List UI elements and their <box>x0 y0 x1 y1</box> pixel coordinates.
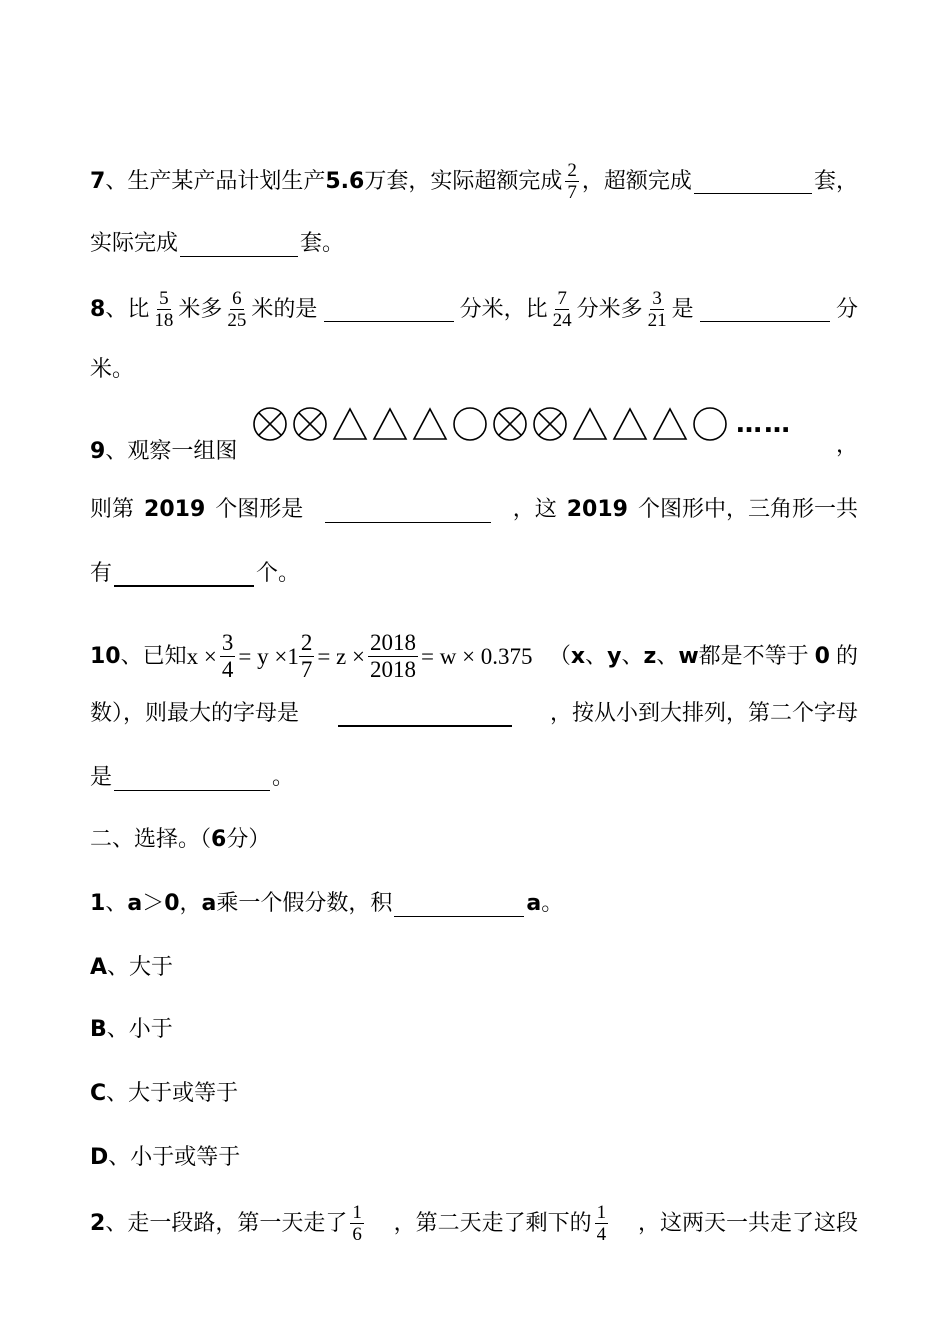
q9-line-2 <box>90 494 858 526</box>
q7-text-c: ，超额完成 <box>581 168 692 194</box>
q9-ellipsis: …… <box>736 409 792 439</box>
q10-sep-2: 、 <box>621 643 644 669</box>
q10-answer-blank-1[interactable] <box>338 701 512 727</box>
q10-math-4: = w × 0.375 <box>420 643 533 669</box>
choice-1-answer-blank[interactable] <box>394 892 524 917</box>
q8-fraction-3-denominator: 24 <box>552 310 572 331</box>
q7-answer-blank-1[interactable] <box>694 169 812 194</box>
q8-text-a: 、比 <box>105 296 150 322</box>
choice-2-text-b: ，第二天走了剩下的 <box>393 1210 592 1236</box>
choice-1-gt: ＞ <box>142 891 165 916</box>
q10-line-3 <box>90 762 858 794</box>
q10-math-2: = y ×1 <box>238 643 299 669</box>
q9-line2-b: 个图形是 <box>215 497 304 522</box>
q9-line3-b: 个。 <box>256 561 301 586</box>
q7-fraction <box>565 160 579 203</box>
choice-2-fraction-1-numerator: 1 <box>352 1202 362 1223</box>
q9-line-1 <box>90 433 858 468</box>
q7-number: 7 <box>90 168 106 194</box>
q9-answer-blank-2[interactable] <box>114 561 254 587</box>
q9-line2-a: 则第 <box>90 497 135 522</box>
q8-answer-blank-1[interactable] <box>324 297 454 322</box>
choice-1-var-a1: a <box>127 891 143 916</box>
option-b-letter: B <box>90 1017 107 1042</box>
q10-math-3: = z × <box>317 643 365 669</box>
q9-line2-c: ，这 <box>512 497 557 522</box>
option-d-text: 、小于或等于 <box>108 1145 241 1170</box>
choice-1-sep: 、 <box>105 891 128 916</box>
choice-1-option-c[interactable] <box>90 1078 858 1110</box>
q7-fraction-denominator: 7 <box>567 182 577 203</box>
q8-line-2 <box>90 354 858 386</box>
q7-text-a: 、生产某产品计划生产 <box>105 168 326 194</box>
choice-2-fraction-1-denominator: 6 <box>352 1224 362 1245</box>
choice-2-number: 2 <box>90 1210 106 1236</box>
choice-2-text-a: 、走一段路，第一天走了 <box>105 1210 348 1236</box>
q7-text-d: 套， <box>813 168 858 194</box>
q9-line-3 <box>90 558 858 590</box>
choice-1-question <box>90 888 858 920</box>
q10-line-1 <box>90 630 858 683</box>
q8-fraction-2-numerator: 6 <box>232 288 242 309</box>
q9-text-a: 、观察一组图 <box>105 439 238 464</box>
q8-line2-text: 米。 <box>90 357 135 382</box>
q10-fraction-2-denominator: 7 <box>300 657 313 682</box>
choice-1-var-a3: a <box>526 891 542 916</box>
q8-text-f: 是 <box>671 296 694 322</box>
q8-line-1 <box>90 288 858 331</box>
q10-sep-1: 、 <box>585 643 608 669</box>
q10-line3-a: 是 <box>90 765 113 790</box>
q10-var-y: y <box>607 643 622 669</box>
q8-fraction-2-denominator: 25 <box>227 310 247 331</box>
choice-1-comma: ， <box>179 891 202 916</box>
q10-fraction-2 <box>299 630 315 683</box>
q10-fraction-2-numerator: 2 <box>300 630 313 655</box>
q10-fraction-1-denominator: 4 <box>221 657 234 682</box>
q10-math-1: x × <box>186 643 217 669</box>
q7-answer-blank-2[interactable] <box>180 232 298 257</box>
q7-line-1 <box>90 160 858 203</box>
q7-text-b: 万套，实际超额完成 <box>364 168 563 194</box>
q10-text-a: 、已知 <box>120 643 187 669</box>
q10-answer-blank-2[interactable] <box>114 766 270 791</box>
q8-fraction-1-numerator: 5 <box>159 288 169 309</box>
q7-quantity: 5.6 <box>325 168 365 194</box>
q8-text-d: 分米，比 <box>459 296 548 322</box>
q10-line3-b: 。 <box>272 765 295 790</box>
q8-fraction-1 <box>152 288 175 331</box>
q9-line2-d: 个图形中，三角形一共 <box>637 497 858 522</box>
q10-paren-open: （ <box>548 643 571 669</box>
q8-fraction-1-denominator: 18 <box>154 310 174 331</box>
q10-fraction-3 <box>368 630 418 683</box>
choice-1-option-b[interactable] <box>90 1014 858 1046</box>
q10-line2-b: ，按从小到大排列，第二个字母 <box>549 701 858 726</box>
q9-comma: ， <box>835 433 858 458</box>
choice-2-fraction-1 <box>350 1202 364 1245</box>
choice-1-option-d[interactable] <box>90 1142 858 1174</box>
q10-text-c: 的 <box>835 643 858 669</box>
q8-number: 8 <box>90 296 106 322</box>
section-2-heading <box>90 824 858 856</box>
q8-text-b: 米多 <box>178 296 223 322</box>
q9-number: 9 <box>90 439 106 464</box>
q8-fraction-4-numerator: 3 <box>652 288 662 309</box>
q10-line-2 <box>90 698 858 730</box>
q7-line-2 <box>90 228 858 260</box>
option-d-letter: D <box>90 1145 109 1170</box>
q10-fraction-1-numerator: 3 <box>221 630 234 655</box>
q8-fraction-4-denominator: 21 <box>647 310 667 331</box>
q8-text-e: 分米多 <box>576 296 643 322</box>
section-2-text-a: 二、选择。（ <box>90 827 212 852</box>
q10-line2-a: 数），则最大的字母是 <box>90 701 300 726</box>
option-c-text: 、大于或等于 <box>106 1081 239 1106</box>
q10-sep-3: 、 <box>656 643 679 669</box>
choice-1-number: 1 <box>90 891 106 916</box>
option-a-text: 、大于 <box>107 955 174 980</box>
choice-1-end: 。 <box>541 891 564 916</box>
choice-2-question <box>90 1202 858 1245</box>
q7-fraction-numerator: 2 <box>567 160 577 181</box>
option-b-text: 、小于 <box>106 1017 173 1042</box>
q10-fraction-3-denominator: 2018 <box>369 657 416 682</box>
q9-line3-a: 有 <box>90 561 113 586</box>
q8-fraction-3 <box>551 288 574 331</box>
choice-2-fraction-2-denominator: 4 <box>596 1224 607 1245</box>
q9-answer-blank-1[interactable] <box>325 498 491 523</box>
choice-1-text-a: 乘一个假分数，积 <box>216 891 393 916</box>
q10-number: 10 <box>90 643 121 669</box>
q10-var-z: z <box>643 643 657 669</box>
q10-var-w: w <box>678 643 699 669</box>
choice-1-var-a2: a <box>201 891 217 916</box>
choice-1-zero: 0 <box>164 891 180 916</box>
q7-line2-end: 套。 <box>300 231 345 256</box>
q8-fraction-4 <box>646 288 669 331</box>
choice-2-fraction-2 <box>595 1202 609 1245</box>
section-2-points: 6 <box>211 827 227 852</box>
q9-count-1: 2019 <box>144 497 206 522</box>
q8-fraction-3-numerator: 7 <box>557 288 567 309</box>
q9-count-2: 2019 <box>566 497 628 522</box>
choice-1-option-a[interactable] <box>90 952 858 984</box>
choice-2-fraction-2-numerator: 1 <box>596 1202 607 1223</box>
option-a-letter: A <box>90 955 108 980</box>
choice-2-text-c: ，这两天一共走了这段 <box>637 1210 858 1236</box>
q10-zero: 0 <box>814 643 830 669</box>
q10-fraction-3-numerator: 2018 <box>369 630 416 655</box>
q7-line2-text: 实际完成 <box>90 231 179 256</box>
q8-fraction-2 <box>225 288 248 331</box>
section-2-text-b: 分） <box>226 827 271 852</box>
q10-fraction-1 <box>220 630 236 683</box>
option-c-letter: C <box>90 1081 107 1106</box>
q8-text-c: 米的是 <box>251 296 318 322</box>
q8-text-g: 分 <box>835 296 858 322</box>
q10-text-b: 都是不等于 <box>698 643 809 669</box>
q10-var-x: x <box>570 643 586 669</box>
q8-answer-blank-2[interactable] <box>700 297 830 322</box>
